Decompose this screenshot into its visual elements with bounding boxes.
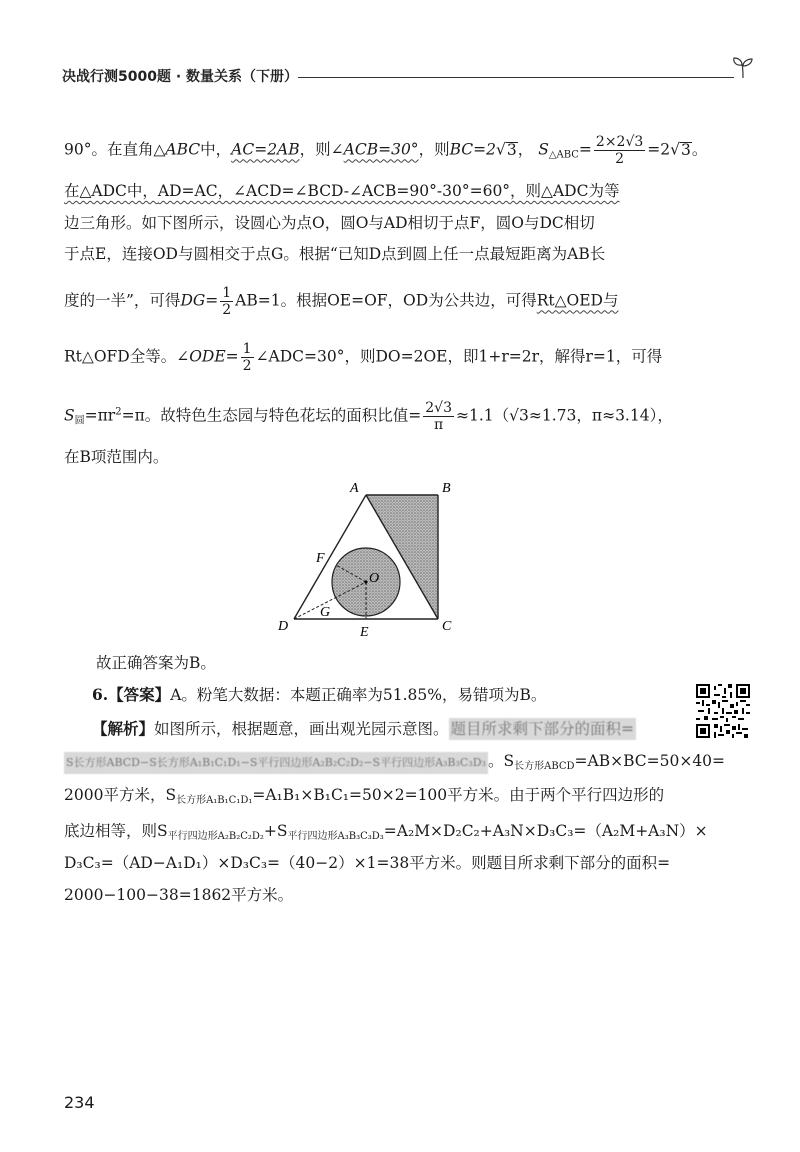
fraction: $\frac{2√3}{\pi}$: [425, 400, 453, 433]
label-g: G: [320, 605, 331, 620]
label-d: D: [278, 619, 289, 634]
text-line-1: 90°。在直角△ABC中，AC=2AB，则∠ACB=30°，则BC=2√3， $S_{\triangle ABC}=$ $\frac{2\times 2√3}{2}$ =2√3。: [64, 134, 708, 167]
label-o: O: [369, 571, 380, 586]
text-line-12: S长方形ABCD−S长方形A₁B₁C₁D₁−S平行四边形A₂B₂C₂D₂−S平行四边形A₃B₃C₃D₃ 。$S_{长方形ABCD}=AB\times BC=50\times 40=$: [66, 752, 726, 772]
label-c: C: [442, 619, 452, 634]
page-number: 234: [64, 1093, 95, 1112]
fraction: $\frac{1}{2}$: [242, 341, 252, 374]
label-e: E: [360, 625, 369, 640]
text-line-16: 2000−100−38=1862平方米。: [64, 886, 294, 904]
analysis-line: 【解析】如图所示，根据题意，画出观光园示意图。 题目所求剩下部分的面积=: [92, 719, 635, 738]
text-line-3: 边三角形。如下图所示，设圆心为点O，圆O与AD相切于点F，圆O与DC相切: [64, 214, 595, 232]
text-line-7: $S_圆=\pi r^2=\pi$。故特色生态园与特色花坛的面积比值= $\frac{2√3}{\pi}$ ≈1.1（√3≈1.73，π≈3.14），: [64, 400, 673, 433]
text-line-5: 度的一半”，可得DG= $\frac{1}{2}$ AB=1。根据OE=OF，OD为公共边，可得Rt△OED与: [64, 285, 619, 318]
book-title: 决战行测5000题 · 数量关系（下册）: [62, 69, 299, 85]
label-a: A: [350, 481, 359, 496]
answer-line: 6.【答案】A。粉笔大数据：本题正确率为51.85%，易错项为B。: [92, 685, 547, 704]
text-line-2: 在△ADC中，AD=AC，∠ACD=∠BCD-∠ACB=90°-30°=60°，则△ADC为等: [64, 182, 620, 200]
text-line-6: Rt△OFD全等。∠ODE= $\frac{1}{2}$ ∠ADC=30°，则DO=2OE，即1+r=2r，解得r=1，可得: [64, 341, 663, 374]
running-header: [62, 62, 752, 92]
header-rule: [298, 77, 734, 78]
qr-code-icon[interactable]: [696, 684, 750, 738]
text-line-15: D₃C₃=（AD−A₁D₁）×D₃C₃=（40−2）×1=38平方米。则题目所求剩下部分的面积=: [64, 854, 671, 872]
label-f: F: [316, 551, 325, 566]
text-line-14: 底边相等，则$S_{平行四边形A_2B_2C_2D_2}+S_{平行四边形A_3B_3C_3D_3}=A_2M\times D_2C_2+A_3N\times D_3C_3=(A_2M+A_3N)\times$: [64, 822, 708, 842]
text-line-9: 故正确答案为B。: [96, 654, 216, 672]
text-line-8: 在B项范围内。: [64, 448, 169, 466]
fraction: $\frac{2\times 2√3}{2}$: [595, 134, 644, 167]
text-line-13: 2000平方米，$S_{长方形A_1B_1C_1D_1}=A_1B_1\times B_1C_1=50\times 2=100$平方米。由于两个平行四边形的: [64, 786, 665, 806]
sprout-icon: [730, 54, 756, 80]
text-line-4: 于点E，连接OD与圆相交于点G。根据“已知D点到圆上任一点最短距离为AB长: [64, 245, 606, 263]
geometry-figure: [270, 470, 470, 650]
fraction: $\frac{1}{2}$: [222, 285, 232, 318]
center-point: [364, 580, 367, 583]
label-b: B: [442, 481, 451, 496]
